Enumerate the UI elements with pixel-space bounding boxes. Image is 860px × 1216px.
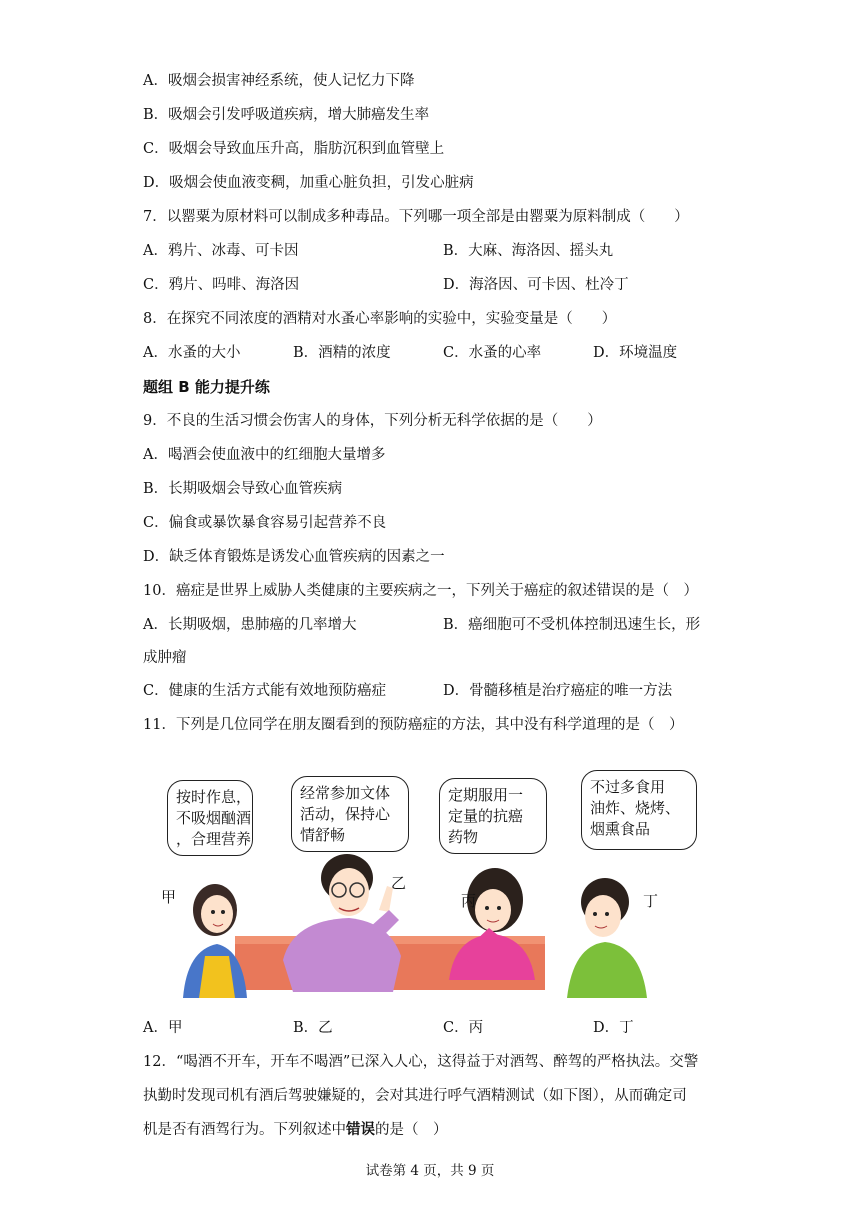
q7-option-a: A．鸦片、冰毒、可卡因 (143, 243, 299, 259)
q12-line-3-post: 的是（ ） (375, 1122, 448, 1138)
q12-line-3 (143, 1120, 448, 1140)
q11-option-b: B．乙 (293, 1020, 333, 1036)
q10-option-a: A．长期吸烟，患肺癌的几率增大 (143, 617, 357, 633)
q6-option-b: B．吸烟会引发呼吸道疾病，增大肺癌发生率 (143, 107, 430, 123)
page-footer: 试卷第 4 页，共 9 页 (365, 1163, 495, 1179)
q7-option-d: D．海洛因、可卡因、杜冷丁 (443, 277, 629, 293)
speech-bubble-jia: 按时作息， 不吸烟酗酒 ，合理营养 (167, 780, 253, 856)
q9-option-b: B．长期吸烟会导致心血管疾病 (143, 481, 343, 497)
q10-stem: 10．癌症是世界上威胁人类健康的主要疾病之一，下列关于癌症的叙述错误的是（ ） (143, 583, 698, 599)
label-jia: 甲 (161, 888, 177, 906)
q6-option-a: A．吸烟会损害神经系统，使人记忆力下降 (143, 73, 415, 89)
q9-stem: 9．不良的生活习惯会伤害人的身体，下列分析无科学依据的是（ ） (143, 413, 602, 429)
q9-option-d: D．缺乏体育锻炼是诱发心血管疾病的因素之一 (143, 549, 445, 565)
q10-option-c: C．健康的生活方式能有效地预防癌症 (143, 683, 387, 699)
figure-yi (283, 854, 401, 992)
q8-option-c: C．水蚤的心率 (443, 345, 542, 361)
q8-option-b: B．酒精的浓度 (293, 345, 391, 361)
speech-bubble-ding: 不过多食用 油炸、烧烤、 烟熏食品 (581, 770, 697, 850)
q8-option-d: D．环境温度 (593, 345, 678, 361)
q11-option-c: C．丙 (443, 1020, 484, 1036)
q12-emphasis: 错误 (346, 1121, 375, 1138)
section-heading: 题组 B 能力提升练 (143, 378, 270, 396)
q7-stem: 7．以罂粟为原材料可以制成多种毒品。下列哪一项全部是由罂粟为原料制成（ ） (143, 209, 689, 225)
label-yi: 乙 (391, 874, 407, 892)
q6-option-c: C．吸烟会导致血压升高，脂肪沉积到血管壁上 (143, 141, 445, 157)
q11-option-a: A．甲 (143, 1020, 183, 1036)
figure-bing (449, 868, 535, 980)
q10-option-d: D．骨髓移植是治疗癌症的唯一方法 (443, 683, 673, 699)
q10-option-b-continued: 成肿瘤 (143, 650, 187, 666)
q8-stem: 8．在探究不同浓度的酒精对水蚤心率影响的实验中，实验变量是（ ） (143, 311, 617, 327)
cancer-prevention-illustration (143, 760, 681, 998)
q8-option-a: A．水蚤的大小 (143, 345, 241, 361)
q12-line-3-pre: 机是否有酒驾行为。下列叙述中 (143, 1122, 346, 1138)
figure-ding (567, 878, 647, 998)
q11-option-d: D．丁 (593, 1020, 634, 1036)
speech-bubble-yi: 经常参加文体 活动，保持心 情舒畅 (291, 776, 409, 852)
q11-stem: 11．下列是几位同学在朋友圈看到的预防癌症的方法，其中没有科学道理的是（ ） (143, 717, 684, 733)
label-bing: 丙 (461, 892, 477, 910)
q6-option-d: D．吸烟会使血液变稠，加重心脏负担，引发心脏病 (143, 175, 474, 191)
q12-line-1: 12．“喝酒不开车，开车不喝酒”已深入人心，这得益于对酒驾、醉驾的严格执法。交警 (143, 1054, 699, 1070)
q9-option-c: C．偏食或暴饮暴食容易引起营养不良 (143, 515, 387, 531)
q12-line-2: 执勤时发现司机有酒后驾驶嫌疑的，会对其进行呼气酒精测试（如下图），从而确定司 (143, 1088, 687, 1104)
speech-bubble-bing: 定期服用一 定量的抗癌 药物 (439, 778, 547, 854)
q7-option-b: B．大麻、海洛因、摇头丸 (443, 243, 614, 259)
q10-option-b: B．癌细胞可不受机体控制迅速生长，形 (443, 617, 701, 633)
label-ding: 丁 (643, 892, 659, 910)
q7-option-c: C．鸦片、吗啡、海洛因 (143, 277, 300, 293)
q9-option-a: A．喝酒会使血液中的红细胞大量增多 (143, 447, 386, 463)
